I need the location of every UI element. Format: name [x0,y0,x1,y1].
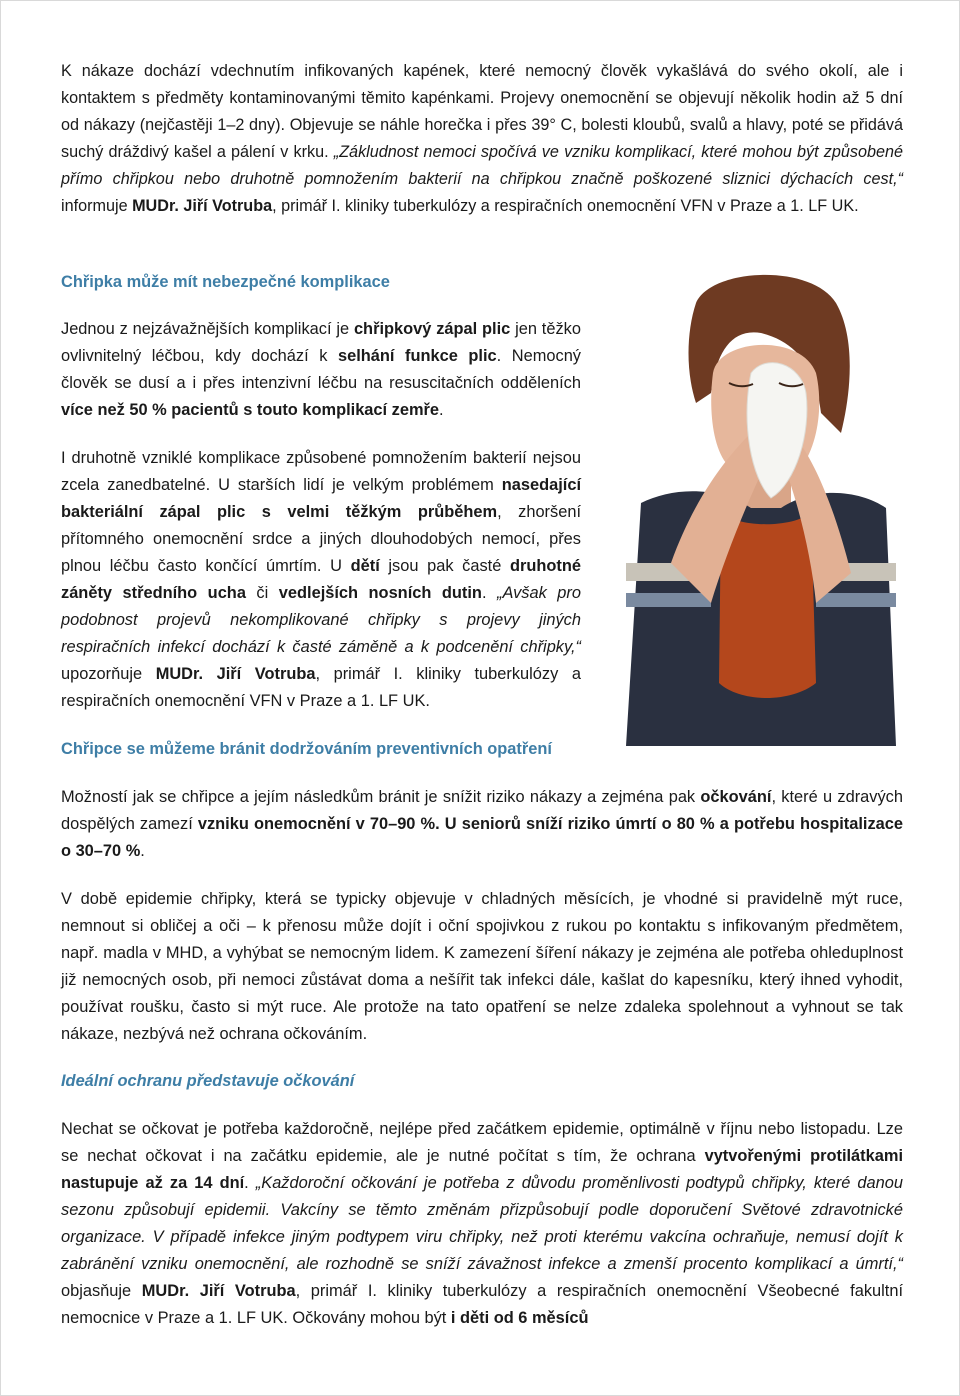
complications-heading: Chřipka může mít nebezpečné komplikace [61,273,390,291]
text-span: objasňuje [61,1282,142,1300]
intro-text: K nákaze dochází vdechnutím infikovaných kapének, které nemocný člověk vykašlává do svého okolí, ale i kontaktem s předměty kontaminovanými těmito kapénkami. Projevy onemocnění se objevují několik hodin až 5 dní od nákazy (nejčastěji 1–2 dny). Objevuje se náhle horečka i přes 39° C, bolesti kloubů, svalů a hlavy, poté se přidává suchý dráždivý kašel a pálení v krku. [61,62,903,161]
intro-tail: , primář I. kliniky tuberkulózy a respiračních onemocnění VFN v Praze a 1. LF UK. [272,197,859,215]
text-span: upozorňuje [61,665,156,683]
prevention-heading: Chřipce se můžeme bránit dodržováním preventivních opatření [61,740,552,758]
text-span: , které u zdravých dospělých zamezí [61,788,903,833]
intro-doctor: MUDr. Jiří Votruba [132,197,273,215]
complications-paragraph-1 [61,316,581,424]
text-span: . [439,401,444,419]
bold-span: dětí [350,557,380,575]
text-span: jsou pak časté [379,557,510,575]
prevention-heading-wrap [61,736,903,763]
complications-text-2 [61,445,581,715]
prevention-text-2: V době epidemie chřipky, která se typicky objevuje v chladných měsících, je vhodné si pravidelně mýt ruce, nemnout si obličej a oči – k přenosu může dojít i oční spojivkou z rukou po kontaktu s infikovaným předmětem, např. madla v MHD, a vyhýbat se nemocným lidem. K zamezení šíření nákazy je zejména ale potřeba ohleduplnost již nemocných osob, při nemoci zůstávat doma a nešířit tak infekci dále, kašlat do kapesníku, který ihned vyhodit, používat roušku, často si mýt ruce. Ale protože na tato opatření se nelze zdaleka spolehnout a vyhnout se tak nákaze, nezbývá než ochrana očkováním. [61,890,903,1043]
text-span: I druhotně vzniklé komplikace způsobené pomnožením bakterií nejsou zcela zanedbatelné. U starších lidí je velkým problémem [61,449,581,494]
vaccination-quote: „Každoroční očkování je potřeba z důvodu proměnlivosti podtypů chřipky, které danou sezonu způsobují epidemii. Vakcíny se těmto změnám přizpůsobují podle doporučení Světové zdravotnické organizace. V případě infekce jiným podtypem viru chřipky, než proti kterému vakcína ochraňuje, nemusí dojít k zabránění vzniku onemocnění, ale rozhodně se sníží závažnost infekce a zmenší procento komplikací a úmrtí,“ [61,1174,904,1273]
text-span: Jednou z nejzávažnějších komplikací je [61,320,354,338]
bold-span: očkování [700,788,772,806]
text-span: . Nemocný člověk se dusí a i přes intenzivní léčbu na resuscitačních odděleních [61,347,582,392]
text-span: . [140,842,145,860]
photo-illustration [601,263,901,746]
bold-span: selhání funkce plic [337,347,497,365]
bold-span: vedlejších nosních dutin [278,584,482,602]
text-span: . [481,584,487,602]
bold-span: i děti od 6 měsíců [450,1309,589,1327]
text-span: či [245,584,279,602]
complications-doctor: MUDr. Jiří Votruba [155,665,316,683]
text-span: . [244,1174,256,1192]
bold-span: vytvořenými protilátkami nastupuje až za 14 dní [61,1147,903,1192]
complications-text-1 [61,316,581,424]
prevention-paragraph-2 [61,886,903,1048]
bold-span: druhotné záněty středního ucha [61,557,581,602]
bold-span: nasedající bakteriální zápal plic s velmi těžkým průběhem [61,476,581,521]
text-span: jen těžko ovlivnitelný léčbou, kdy dochází k [61,320,581,365]
bold-span: chřipkový zápal plic [353,320,511,338]
text-span: , primář I. kliniky tuberkulózy a respiračních onemocnění VFN v Praze a 1. LF UK. [61,665,581,710]
text-span: Možností jak se chřipce a jejím následkům bránit je snížit riziko nákazy a zejména pak [61,788,701,806]
text-span: Nechat se očkovat je potřeba každoročně, nejlépe před začátkem epidemie, optimálně v říjnu nebo listopadu. Lze se nechat očkovat i na začátku epidemie, ale je nutné počítat s tím, že ochrana [61,1120,903,1165]
vaccination-heading: Ideální ochranu představuje očkování [61,1072,355,1090]
text-span: , primář I. kliniky tuberkulózy a respiračních onemocnění Všeobecné fakultní nemocnice v Praze a 1. LF UK. Očkovány mohou být [61,1282,904,1327]
vaccination-heading-wrap [61,1068,903,1095]
vaccination-paragraph [61,1116,903,1332]
text-span: , zhoršení přítomného onemocnění srdce a jiných dlouhodobých nemocí, přes plnou léčbu často končící úmrtím. U [61,503,581,575]
prevention-text-1 [61,784,903,865]
intro-quote: „Zákludnost nemoci spočívá ve vzniku komplikací, které mohou být způsobené přímo chřipkou nebo druhotně pomnožením bakterií na chřipkou značně poškozené sliznici dýchacích cest,“ [61,143,904,188]
bold-span: vzniku onemocnění v 70–90 %. U seniorů sníží riziko úmrtí o 80 % a potřebu hospitalizace o 30–70 % [61,815,903,860]
woman-sneezing-photo [601,263,901,746]
vaccination-doctor: MUDr. Jiří Votruba [141,1282,296,1300]
bold-span: více než 50 % pacientů s touto komplikací zemře [61,401,440,419]
intro-paragraph [61,58,903,220]
intro-informuje: informuje [61,197,128,215]
complications-paragraph-2 [61,445,581,715]
vaccination-text [61,1116,903,1332]
intro-section [61,58,903,220]
complications-quote: „Avšak pro podobnost projevů nekomplikované chřipky s projevy jiných respiračních infekcí dochází k časté záměně a k podcenění chřipky,“ [61,584,581,656]
prevention-paragraph-1 [61,784,903,865]
